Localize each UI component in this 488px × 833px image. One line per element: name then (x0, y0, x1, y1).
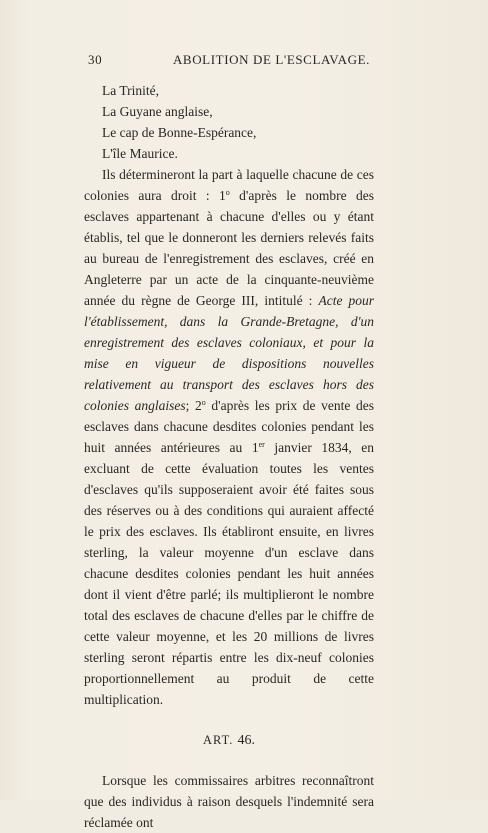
colony-list (84, 80, 374, 164)
paragraph-commissioners: Lorsque les commissaires arbitres reconnaîtront que des individus à raison desquels l'indemnité sera réclamée ont (84, 773, 374, 830)
article-label: ART. (202, 733, 234, 747)
list-item: Le cap de Bonne-Espérance, (102, 125, 257, 140)
list-item: La Guyane anglaise, (102, 104, 213, 119)
page-number: 30 (88, 52, 103, 67)
page-header (88, 52, 370, 70)
article-heading (84, 730, 374, 751)
ordinal-superscript: o (225, 188, 230, 197)
list-item: La Trinité, (102, 83, 160, 98)
text-run: janvier 1834, en excluant de cette évaluation toutes les ventes d'esclaves qu'ils supposeraient avoir été faites sous des réserves ou à des conditions qui auraient affecté le prix des esclaves. Ils établiront ensuite, en livres sterling, la valeur moyenne d'un esclave dans chacune desdites colonies pendant les huit années dont il vient d'être parlé; ils multiplieront le nombre total des esclaves de chacune d'elles par le chiffre de cette valeur moyenne, et les 20 millions de livres sterling seront répartis entre les dix-neuf colonies proportionnellement au produit de cette multiplication. (84, 440, 374, 707)
running-title: ABOLITION DE L'ESCLAVAGE. (172, 52, 370, 67)
ordinal-superscript: er (258, 440, 265, 449)
list-item: L'île Maurice. (102, 146, 178, 161)
ordinal-superscript: o (201, 398, 206, 407)
article-number: 46. (237, 733, 256, 748)
text-run: Ils détermineront la part à laquelle chacune de ces colonies aura droit : 1 (84, 167, 374, 203)
act-title-italic: Acte pour l'établissement, dans la Grande-Bretagne, d'un enregistrement des esclaves coloniaux, et pour la mise en vigueur de dispositions nouvelles relativement au transport des esclaves hors des colonies anglaises (84, 293, 374, 413)
paragraph-determination (84, 164, 374, 710)
text-run: ; 2 (185, 398, 202, 413)
text-run: d'après le nombre des esclaves appartenant à chacune d'elles ou y étant établis, tel que le donneront les derniers relevés faits au bureau de l'enregistrement des esclaves, créé en Angleterre par un acte de la cinquante-neuvième année du règne de George III, intitulé : (84, 188, 374, 308)
page-body (84, 80, 374, 833)
text-run: d'après les prix de vente des esclaves dans chacune desdites colonies pendant les huit années antérieures au 1 (84, 398, 374, 455)
